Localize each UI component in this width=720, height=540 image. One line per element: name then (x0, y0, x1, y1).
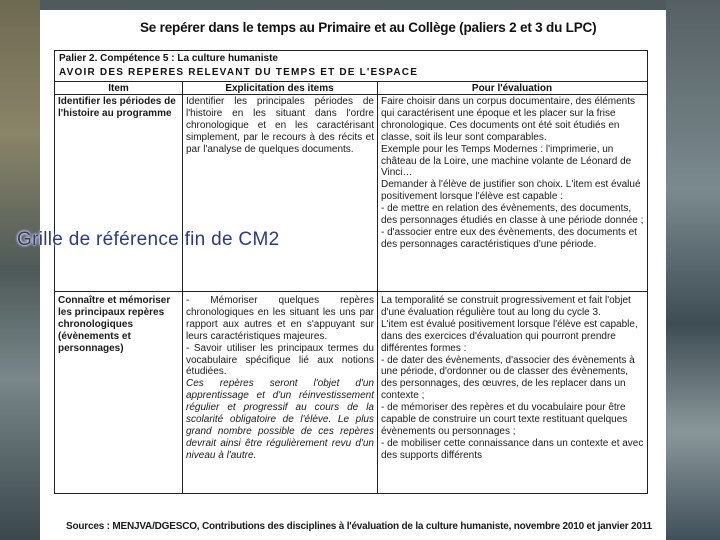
table-row-1-item: Identifier les périodes de l'histoire au programme (58, 96, 176, 119)
table-row-2-item: Connaître et mémoriser les principaux repères chronologiques (évènements et personnages) (58, 295, 171, 354)
column-header-evaluation: Pour l'évaluation (377, 82, 647, 95)
evaluation-paragraph: Exemple pour les Temps Modernes : l'imprimerie, un château de la Loire, une machine volante de Léonard de Vinci… (381, 143, 632, 179)
row-divider (55, 291, 647, 292)
column-header-explicitation: Explicitation des items (182, 82, 377, 95)
table-row-2-explicitation (183, 295, 377, 462)
background-photo-right (666, 0, 720, 540)
explicitation-paragraph: Identifier les principales périodes de l'histoire en les situant dans l'ordre chronologique et en les caractérisant simplement, par le recours à des récits et par l'analyse de quelques documents. (186, 96, 374, 155)
section-heading: AVOIR DES REPERES RELEVANT DU TEMPS ET DE L'ESPACE (59, 67, 419, 78)
table-row-1-explicitation (183, 96, 377, 156)
evaluation-paragraph: L'item est évalué positivement lorsque l'élève est capable, dans des exercices d'évaluation qui pourront prendre différentes formes : (381, 318, 638, 354)
evaluation-paragraph: - de mémoriser des repères et du vocabulaire pour être capable de construire un court texte restituant quelques évènements ou personnages ; (381, 402, 628, 437)
table-row-2-evaluation (378, 295, 647, 462)
column-header-item: Item (55, 82, 182, 95)
table-row-1-evaluation (378, 96, 647, 251)
evaluation-paragraph: - de mobiliser cette connaissance dans un contexte et avec des supports différents (381, 437, 644, 461)
evaluation-paragraph: Faire choisir dans un corpus documentaire, des éléments qui caractérisent une époque et les placer sur la frise chronologique. Ces documents ont été soit étudiés en classe, soit ils leur sont comparables. (381, 96, 636, 143)
evaluation-paragraph: - d'associer entre eux des évènements, des documents et des personnages caractéristiques d'une période. (381, 226, 637, 250)
evaluation-paragraph: - de mettre en relation des évènements, des documents, des personnages étudiés en classe à une période donnée ; (381, 203, 644, 227)
reference-table (54, 50, 648, 494)
evaluation-paragraph: La temporalité se construit progressivement et fait l'objet d'une évaluation régulière tout au long du cycle 3. (381, 295, 631, 318)
evaluation-paragraph: Demander à l'élève de justifier son choix. L'item est évalué positivement lorsque l'élève est capable : (381, 179, 641, 203)
table-header-box (55, 51, 647, 82)
evaluation-paragraph: - de dater des évènements, d'associer des évènements à une période, d'ordonner ou de classer des évènements, des personnages, des œuvres, de les replacer dans un contexte ; (381, 354, 635, 402)
slide-overlay-title: Grille de référence fin de CM2 (17, 229, 280, 250)
document-title: Se repérer dans le temps au Primaire et au Collège (paliers 2 et 3 du LPC) (140, 20, 597, 35)
sources-footnote: Sources : MENJVA/DGESCO, Contributions des disciplines à l'évaluation de la culture humaniste, novembre 2010 et janvier 2011 (66, 521, 652, 532)
explicitation-paragraph: - Mémoriser quelques repères chronologiques en les situant les uns par rapport aux autres et en s'appuyant sur leurs caractéristiques majeures. (186, 295, 374, 342)
explicitation-note: Ces repères seront l'objet d'un apprentissage et d'un réinvestissement régulier et progressif au cours de la scolarité obligatoire de l'élève. Le plus grand nombre possible de ces repères devrait ainsi être régulièrement revu d'un niveau à l'autre. (186, 378, 374, 461)
competence-heading: Palier 2. Compétence 5 : La culture humaniste (59, 53, 278, 64)
explicitation-paragraph: - Savoir utiliser les principaux termes du vocabulaire spécifique lié aux notions étudiées. (186, 342, 374, 378)
background-photo-left (0, 0, 40, 540)
